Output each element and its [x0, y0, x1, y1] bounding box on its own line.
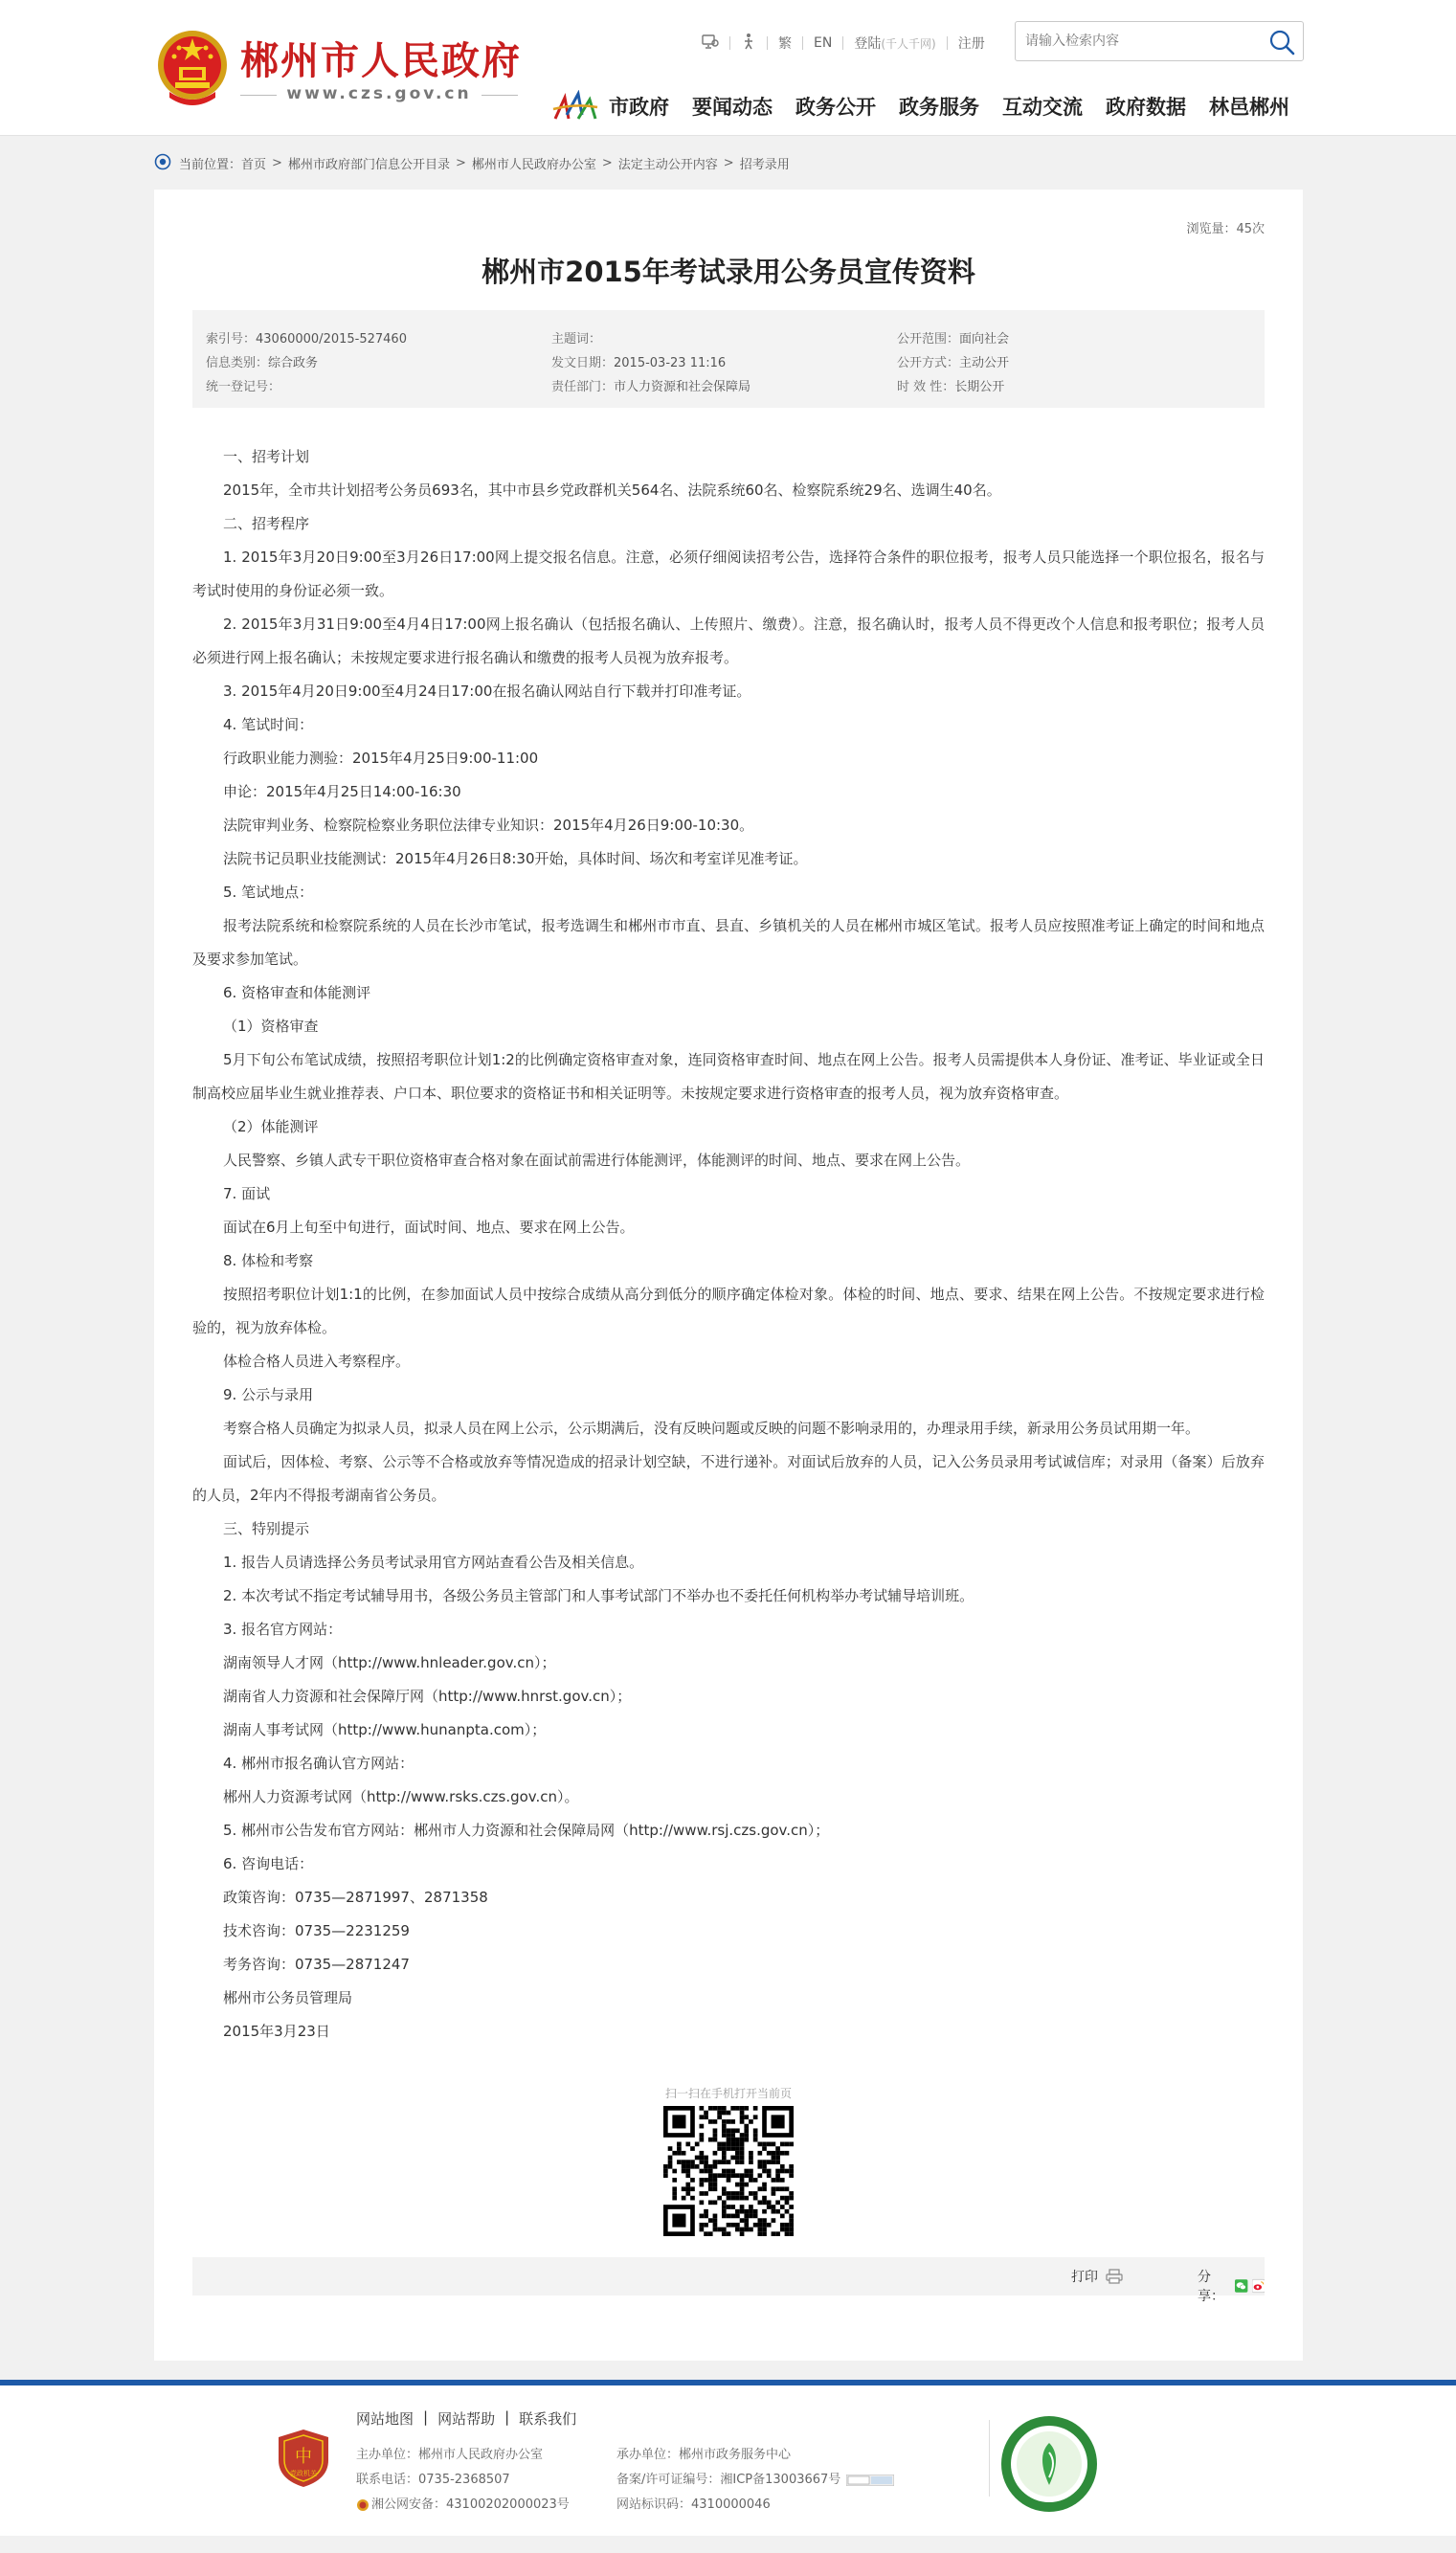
nav-item-interaction[interactable]: 互动交流	[1002, 96, 1083, 119]
article-paragraph: 郴州人力资源考试网（http://www.rsks.czs.gov.cn）。	[223, 1788, 579, 1805]
article-paragraph: 3. 报名官方网站：	[223, 1621, 343, 1638]
article-paragraph: 1. 报告人员请选择公务员考试录用官方网站查看公告及相关信息。	[223, 1554, 644, 1571]
national-emblem-icon	[156, 25, 229, 109]
nav-item-linyi-chenzhou[interactable]: 林邑郴州	[1209, 96, 1289, 119]
nav-item-city-government[interactable]: 市政府	[609, 96, 669, 119]
site-logo[interactable]	[156, 25, 520, 111]
top-links	[691, 33, 996, 54]
footer-info	[356, 2443, 894, 2518]
article-paragraph: 4. 笔试时间：	[223, 716, 314, 733]
action-bar	[192, 2257, 1265, 2304]
elderly-mode-icon[interactable]	[730, 33, 767, 54]
login-note: (千人千网)	[881, 37, 936, 51]
article-paragraph: 考务咨询：0735—2871247	[223, 1956, 410, 1973]
article-paragraph: 法院审判业务、检察院检察业务职位法律专业知识：2015年4月26日9:00-10:30。	[223, 817, 754, 834]
breadcrumb-separator: >	[723, 155, 734, 170]
cnzz-stats-icon[interactable]	[846, 2475, 894, 2486]
article-paragraph: 湖南人事考试网（http://www.hunanpta.com）；	[223, 1721, 547, 1738]
info-category: 综合政务	[268, 356, 319, 370]
content-panel	[154, 190, 1303, 2361]
article-paragraph: 技术咨询：0735—2231259	[223, 1922, 410, 1939]
article-paragraph: 湖南领导人才网（http://www.hnleader.gov.cn）；	[223, 1654, 556, 1671]
article-paragraph: 按照招考职位计划1:1的比例，在参加面试人员中按综合成绩从高分到低分的顺序确定体检对象。体检的时间、地点、要求、结果在网上公告。不按规定要求进行检验的，视为放弃体检。	[192, 1286, 1265, 1336]
article-paragraph: 政策咨询：0735—2871997、2871358	[223, 1889, 488, 1906]
meta-label: 公开范围：	[897, 332, 960, 347]
meta-label: 时 效 性：	[897, 380, 955, 394]
meta-label: 主题词：	[551, 332, 602, 347]
nav-item-gov-services[interactable]: 政务服务	[899, 96, 979, 119]
article-paragraph: 一、招考计划	[223, 448, 310, 465]
article-paragraph: 3. 2015年4月20日9:00至4月24日17:00在报名确认网站自行下载并打印准考证。	[223, 683, 751, 700]
article-paragraph: 6. 资格审查和体能测评	[223, 984, 371, 1001]
meta-label: 信息类别：	[206, 356, 269, 370]
nav-item-news[interactable]: 要闻动态	[692, 96, 773, 119]
article-paragraph: （1）资格审查	[223, 1018, 319, 1035]
disclosure-scope: 面向社会	[959, 332, 1010, 347]
article-paragraph: 7. 面试	[223, 1185, 271, 1202]
article-paragraph: 体检合格人员进入考察程序。	[223, 1353, 411, 1370]
qr-code-icon	[663, 2106, 794, 2236]
footer-link-help[interactable]: 网站帮助	[437, 2410, 496, 2428]
wechat-icon[interactable]	[1235, 2278, 1247, 2294]
breadcrumb	[154, 151, 790, 174]
article-paragraph: 二、招考程序	[223, 515, 310, 532]
article-paragraph: 4. 郴州市报名确认官方网站：	[223, 1755, 414, 1772]
article-paragraph: 2015年3月23日	[223, 2023, 330, 2040]
site-url: www.czs.gov.cn	[240, 84, 518, 103]
footer-link-separator: |	[504, 2408, 510, 2426]
article-paragraph: 郴州市公务员管理局	[223, 1989, 353, 2006]
breadcrumb-separator: >	[455, 155, 466, 170]
share-label: 分享：	[1198, 2270, 1224, 2304]
article-paragraph: 2. 本次考试不指定考试辅导用书，各级公务员主管部门和人事考试部门不举办也不委托任何机构举办考试辅导培训班。	[223, 1587, 974, 1604]
article-paragraph: 8. 体检和考察	[223, 1252, 314, 1269]
meta-label: 索引号：	[206, 332, 257, 347]
article-paragraph: 面试在6月上旬至中旬进行，面试时间、地点、要求在网上公告。	[223, 1219, 635, 1236]
article-paragraph: 申论：2015年4月25日14:00-16:30	[223, 783, 461, 800]
civilized-city-seal-icon[interactable]	[999, 2414, 1099, 2514]
badge-text: 党政机关	[290, 2470, 317, 2477]
article-body	[192, 440, 1265, 2049]
breadcrumb-info-catalog[interactable]: 郴州市政府部门信息公开目录	[287, 157, 450, 172]
index-number: 43060000/2015-527460	[256, 332, 407, 347]
meta-label: 公开方式：	[897, 356, 960, 370]
breadcrumb-label: 当前位置：	[179, 157, 242, 172]
search-icon[interactable]	[1268, 29, 1295, 56]
site-code: 网站标识码：4310000046	[616, 2497, 771, 2512]
main-nav	[609, 92, 1289, 121]
nav-item-gov-data[interactable]: 政府数据	[1106, 96, 1186, 119]
article-paragraph: 报考法院系统和检察院系统的人员在长沙市笔试，报考选调生和郴州市市直、县直、乡镇机关的人员在郴州市城区笔试。报考人员应按照准考证上确定的时间和地点及要求参加笔试。	[192, 917, 1265, 968]
weibo-icon[interactable]	[1252, 2278, 1265, 2294]
disclosure-method: 主动公开	[959, 356, 1010, 370]
responsible-department: 市人力资源和社会保障局	[614, 380, 751, 394]
police-record[interactable]: 湘公网安备：43100202000023号	[371, 2497, 570, 2512]
article-paragraph: 人民警察、乡镇人武专干职位资格审查合格对象在面试前需进行体能测评，体能测评的时间、地点、要求在网上公告。	[223, 1152, 971, 1169]
article-paragraph: 2015年，全市共计划招考公务员693名，其中市县乡党政群机关564名、法院系统60名、检察院系统29名、选调生40名。	[223, 481, 1001, 499]
register-link[interactable]: 注册	[957, 36, 985, 52]
location-pin-icon	[154, 153, 171, 172]
police-badge-icon	[356, 2498, 370, 2512]
article-paragraph: （2）体能测评	[223, 1118, 319, 1135]
article-paragraph: 1. 2015年3月20日9:00至3月26日17:00网上提交报名信息。注意，必须仔细阅读招考公告，选择符合条件的职位报考，报考人员只能选择一个职位报名，报名与考试时使用的身份证必须一致。	[192, 549, 1265, 599]
article-paragraph: 湖南省人力资源和社会保障厅网（http://www.hnrst.gov.cn）；	[223, 1688, 632, 1705]
article-paragraph: 9. 公示与录用	[223, 1386, 314, 1403]
printer-icon	[1106, 2269, 1123, 2284]
article-paragraph: 6. 咨询电话：	[223, 1855, 314, 1872]
site-header	[0, 0, 1456, 136]
view-count: 浏览量：45次	[1186, 222, 1265, 236]
site-footer	[0, 2380, 1456, 2536]
share-group	[1198, 2267, 1265, 2305]
info-table	[192, 310, 1265, 408]
validity: 长期公开	[954, 380, 1005, 394]
traditional-chinese-link[interactable]: 繁	[778, 36, 792, 52]
article-paragraph: 面试后，因体检、考察、公示等不合格或放弃等情况造成的招录计划空缺，不进行递补。对面试后放弃的人员，记入公务员录用考试诚信库；对录用（备案）后放弃的人员，2年内不得报考湖南省公务员。	[192, 1453, 1265, 1504]
breadcrumb-office[interactable]: 郴州市人民政府办公室	[471, 157, 596, 172]
accessibility-icon[interactable]	[691, 34, 729, 53]
meta-label: 发文日期：	[551, 356, 615, 370]
article-paragraph: 考察合格人员确定为拟录人员，拟录人员在网上公示，公示期满后，没有反映问题或反映的问题不影响录用的，办理录用手续，新录用公务员试用期一年。	[223, 1420, 1200, 1437]
footer-divider	[989, 2420, 990, 2497]
contact-phone: 联系电话：0735-2368507	[356, 2473, 510, 2487]
login-link[interactable]	[843, 34, 946, 53]
svg-text:中: 中	[295, 2447, 312, 2467]
breadcrumb-home[interactable]: 首页	[241, 157, 267, 172]
nav-logo-icon	[551, 90, 599, 124]
party-government-badge-icon[interactable]	[277, 2428, 330, 2489]
article-paragraph: 行政职业能力测验：2015年4月25日9:00-11:00	[223, 750, 539, 767]
article-paragraph: 法院书记员职业技能测试：2015年4月26日8:30开始，具体时间、场次和考室详见准考证。	[223, 850, 808, 867]
print-label: 打印	[1071, 2270, 1098, 2285]
footer-link-separator: |	[423, 2408, 429, 2426]
article-paragraph: 5. 笔试地点：	[223, 884, 314, 901]
qr-caption: 扫一扫在手机打开当前页	[664, 2087, 792, 2100]
article-title: 郴州市2015年考试录用公务员宣传资料	[482, 256, 975, 288]
undertaking-unit: 承办单位：郴州市政务服务中心	[616, 2448, 792, 2462]
article-paragraph: 2. 2015年3月31日9:00至4月4日17:00网上报名确认（包括报名确认、上传照片、缴费）。注意，报名确认时，报考人员不得更改个人信息和报考职位；报考人员必须进行网上报名确认；未按规定要求进行报名确认和缴费的报考人员视为放弃报考。	[192, 616, 1265, 666]
footer-link-sitemap[interactable]: 网站地图	[356, 2410, 414, 2428]
meta-label: 责任部门：	[551, 380, 615, 394]
breadcrumb-separator: >	[601, 155, 613, 170]
breadcrumb-separator: >	[272, 155, 282, 170]
breadcrumb-statutory[interactable]: 法定主动公开内容	[617, 157, 718, 172]
search-box	[1015, 21, 1304, 61]
english-link[interactable]: EN	[814, 35, 833, 51]
article-paragraph: 三、特别提示	[223, 1520, 310, 1537]
breadcrumb-recruitment[interactable]: 招考录用	[739, 157, 790, 172]
host-unit: 主办单位：郴州市人民政府办公室	[356, 2448, 544, 2462]
print-button[interactable]	[1071, 2267, 1123, 2286]
login-label: 登陆	[854, 36, 882, 52]
search-input[interactable]	[1025, 30, 1255, 53]
site-name: 郴州市人民政府	[240, 39, 522, 83]
footer-links	[356, 2408, 576, 2429]
meta-label: 统一登记号：	[206, 380, 281, 394]
footer-link-contact[interactable]: 联系我们	[519, 2410, 577, 2428]
article-paragraph: 5. 郴州市公告发布官方网站：郴州市人力资源和社会保障局网（http://www.rsj.czs.gov.cn）；	[223, 1822, 830, 1839]
article-paragraph: 5月下旬公布笔试成绩，按照招考职位计划1:2的比例确定资格审查对象，连同资格审查时间、地点在网上公告。报考人员需提供本人身份证、准考证、毕业证或全日制高校应届毕业生就业推荐表、户口本、职位要求的资格证书和相关证明等。未按规定要求进行资格审查的报考人员，视为放弃资格审查。	[192, 1051, 1265, 1102]
nav-item-gov-affairs-open[interactable]: 政务公开	[795, 96, 876, 119]
icp-number[interactable]: 备案/许可证编号：湘ICP备13003667号	[616, 2473, 841, 2487]
issue-date: 2015-03-23 11:16	[614, 356, 727, 370]
